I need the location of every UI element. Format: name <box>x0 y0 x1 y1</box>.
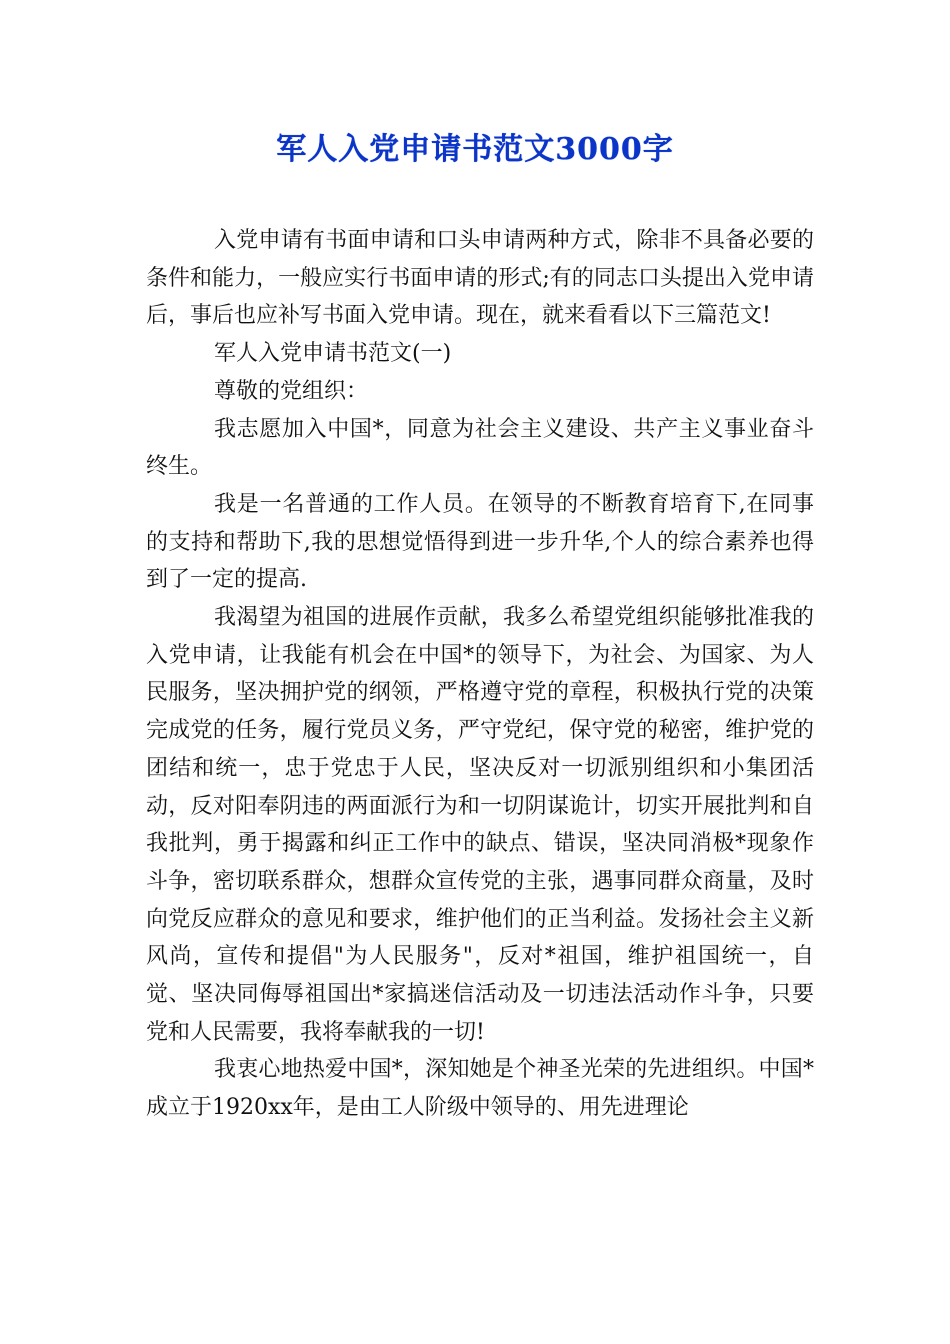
body-paragraph: 我志愿加入中国*，同意为社会主义建设、共产主义事业奋斗终生。 <box>146 416 814 480</box>
body-paragraph: 我衷心地热爱中国*，深知她是个神圣光荣的先进组织。中国*成立于1920xx年，是由工人阶级中领导的、用先进理论 <box>146 1057 814 1121</box>
body-paragraph: 我渴望为祖国的进展作贡献，我多么希望党组织能够批准我的入党申请，让我能有机会在中国*的领导下，为社会、为国家、为人民服务，坚决拥护党的纲领，严格遵守党的章程，积极执行党的决策完成党的任务，履行党员义务，严守党纪，保守党的秘密，维护党的团结和统一，忠于党忠于人民，坚决反对一切派别组织和小集团活动，反对阳奉阴违的两面派行为和一切阴谋诡计，切实开展批判和自我批判，勇于揭露和纠正工作中的缺点、错误，坚决同消极*现象作斗争，密切联系群众，想群众宣传党的主张，遇事同群众商量，及时向党反应群众的意见和要求，维护他们的正当利益。发扬社会主义新风尚，宣传和提倡"为人民服务"，反对*祖国，维护祖国统一，自觉、坚决同侮辱祖国出*家搞迷信活动及一切违法活动作斗争，只要党和人民需要，我将奉献我的一切! <box>146 605 814 1045</box>
document-body <box>146 222 814 1127</box>
intro-paragraph: 入党申请有书面申请和口头申请两种方式，除非不具备必要的条件和能力，一般应实行书面申请的形式;有的同志口头提出入党申请后，事后也应补写书面入党申请。现在，就来看看以下三篇范文! <box>146 228 814 329</box>
salutation: 尊敬的党组织： <box>214 378 369 404</box>
section-heading: 军人入党申请书范文(一) <box>214 341 452 367</box>
body-paragraph: 我是一名普通的工作人员。在领导的不断教育培育下,在同事的支持和帮助下,我的思想觉悟得到进一步升华,个人的综合素养也得到了一定的提高. <box>146 491 814 593</box>
document-title: 军人入党申请书范文3000字 <box>276 132 674 167</box>
